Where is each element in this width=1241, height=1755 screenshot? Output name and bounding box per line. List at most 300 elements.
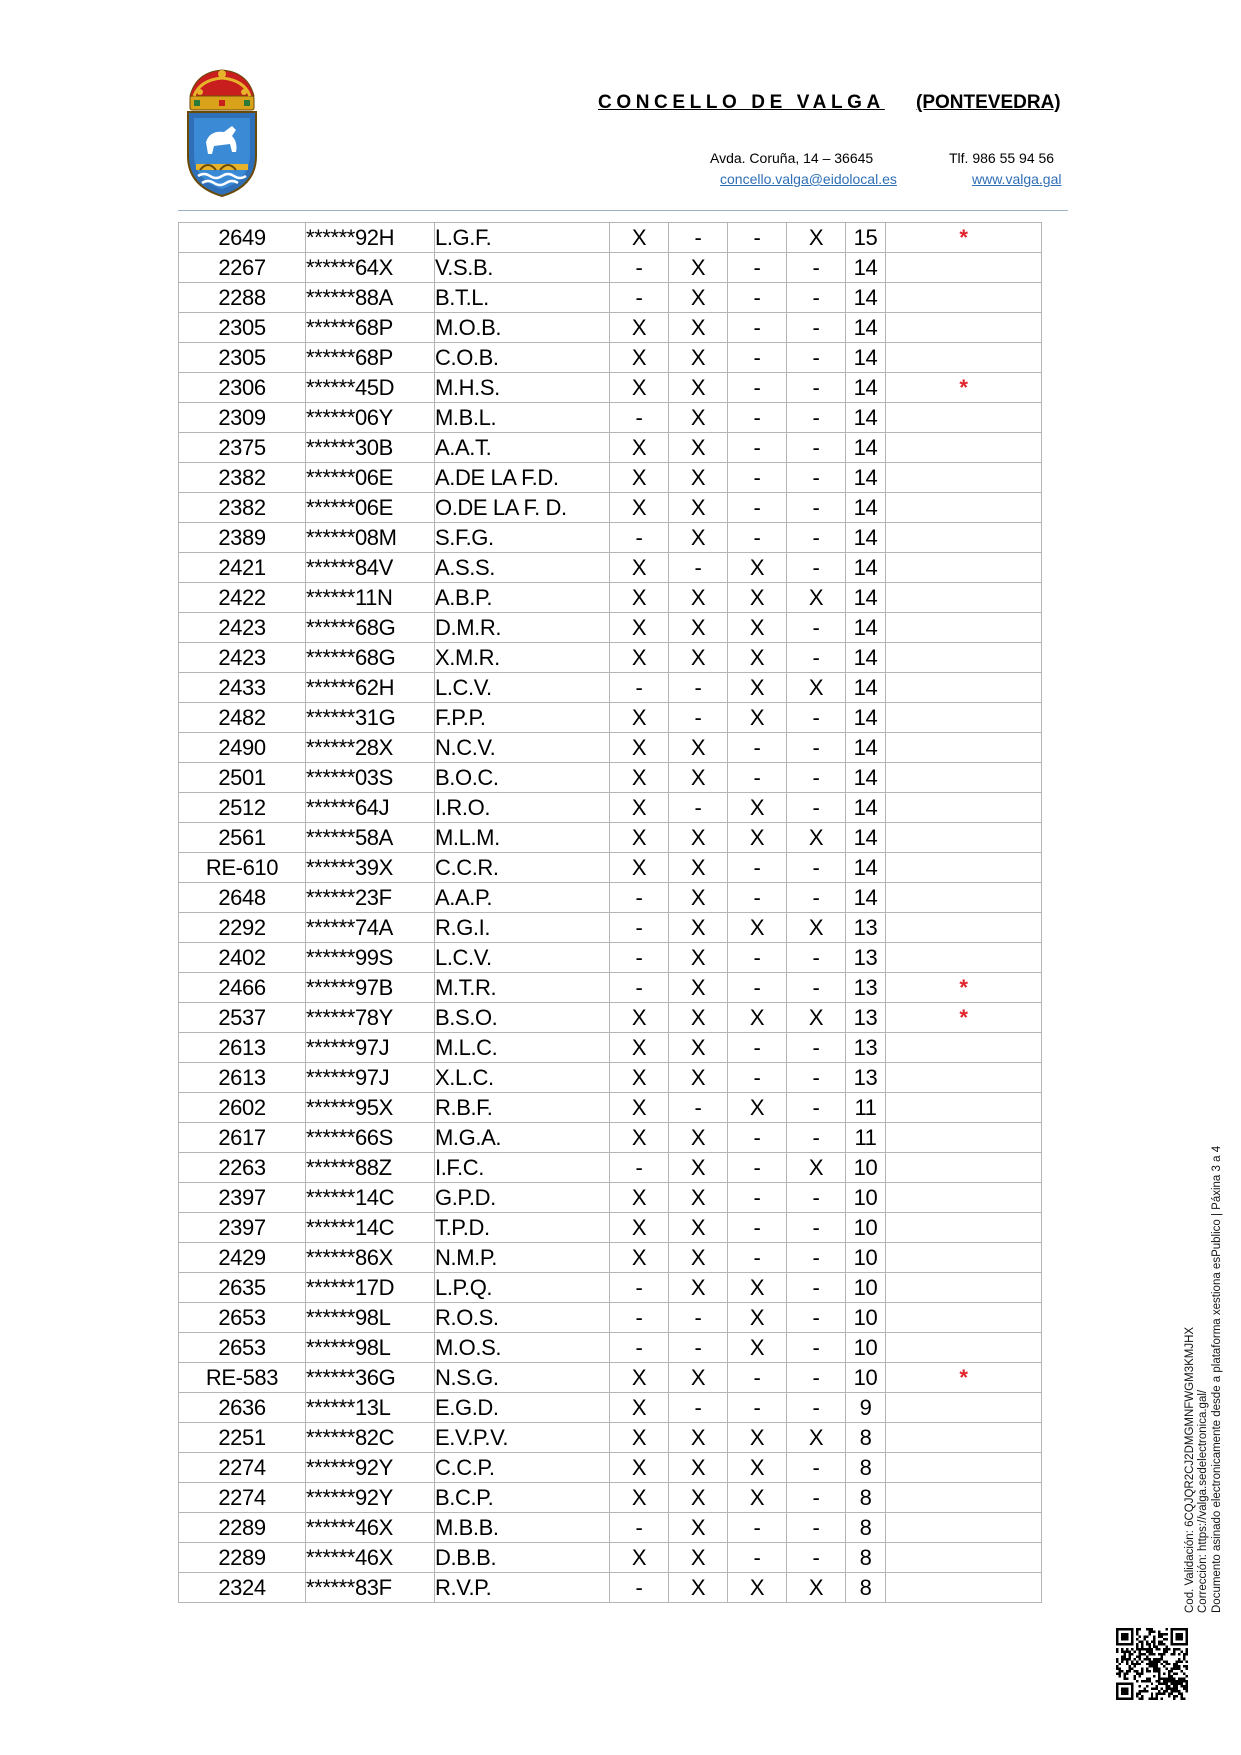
cell-id: ******98L [306,1333,435,1363]
cell-check-1: X [610,853,669,883]
cell-mark: * [886,223,1042,253]
cell-check-1: X [610,1543,669,1573]
cell-check-2: X [669,913,728,943]
cell-number: 2289 [179,1543,306,1573]
cell-check-3: - [728,313,787,343]
table-row [179,1423,1042,1453]
cell-check-3: - [728,343,787,373]
cell-initials: N.M.P. [435,1243,610,1273]
cell-score: 14 [846,703,886,733]
cell-initials: E.G.D. [435,1393,610,1423]
cell-score: 10 [846,1333,886,1363]
cell-id: ******66S [306,1123,435,1153]
cell-check-2: X [669,763,728,793]
cell-check-2: X [669,733,728,763]
cell-id: ******46X [306,1543,435,1573]
cell-id: ******97B [306,973,435,1003]
cell-number: RE-610 [179,853,306,883]
cell-check-4: - [787,553,846,583]
cell-check-3: - [728,763,787,793]
cell-mark [886,793,1042,823]
cell-score: 11 [846,1093,886,1123]
cell-check-1: - [610,673,669,703]
cell-check-3: - [728,1123,787,1153]
cell-check-2: X [669,583,728,613]
cell-mark [886,1033,1042,1063]
cell-mark [886,583,1042,613]
table-row [179,1573,1042,1603]
cell-check-4: - [787,1183,846,1213]
cell-score: 8 [846,1483,886,1513]
cell-id: ******83F [306,1573,435,1603]
cell-mark [886,523,1042,553]
cell-check-1: X [610,733,669,763]
cell-score: 13 [846,943,886,973]
cell-score: 14 [846,763,886,793]
cell-check-4: - [787,1513,846,1543]
cell-initials: X.M.R. [435,643,610,673]
cell-mark [886,1213,1042,1243]
cell-number: 2433 [179,673,306,703]
cell-check-4: - [787,1033,846,1063]
cell-number: 2648 [179,883,306,913]
cell-initials: T.P.D. [435,1213,610,1243]
cell-check-1: X [610,373,669,403]
cell-initials: B.S.O. [435,1003,610,1033]
cell-id: ******30B [306,433,435,463]
cell-check-3: X [728,1483,787,1513]
cell-check-4: - [787,793,846,823]
cell-check-3: X [728,1273,787,1303]
cell-check-1: - [610,523,669,553]
cell-score: 14 [846,403,886,433]
table-row [179,1093,1042,1123]
cell-check-4: X [787,673,846,703]
cell-check-3: - [728,433,787,463]
table-row [179,1453,1042,1483]
cell-number: 2602 [179,1093,306,1123]
cell-number: 2324 [179,1573,306,1603]
cell-mark [886,823,1042,853]
cell-number: 2305 [179,343,306,373]
cell-initials: D.B.B. [435,1543,610,1573]
cell-id: ******68P [306,343,435,373]
cell-check-2: X [669,1243,728,1273]
cell-initials: N.C.V. [435,733,610,763]
cell-score: 14 [846,343,886,373]
cell-check-3: X [728,1003,787,1033]
table-row [179,793,1042,823]
cell-score: 13 [846,973,886,1003]
cell-score: 9 [846,1393,886,1423]
cell-check-1: X [610,1123,669,1153]
cell-check-4: - [787,763,846,793]
cell-check-4: - [787,943,846,973]
cell-check-2: X [669,1123,728,1153]
cell-number: 2512 [179,793,306,823]
table-row [179,283,1042,313]
cell-id: ******31G [306,703,435,733]
table-row [179,493,1042,523]
cell-number: 2613 [179,1033,306,1063]
cell-check-2: - [669,1093,728,1123]
cell-check-3: X [728,673,787,703]
cell-check-4: X [787,1573,846,1603]
cell-mark [886,433,1042,463]
cell-id: ******06Y [306,403,435,433]
cell-check-1: X [610,433,669,463]
cell-check-4: - [787,433,846,463]
cell-initials: G.P.D. [435,1183,610,1213]
cell-check-1: X [610,1453,669,1483]
cell-id: ******88A [306,283,435,313]
cell-number: 2382 [179,463,306,493]
cell-check-3: X [728,643,787,673]
cell-mark [886,1483,1042,1513]
table-row [179,1213,1042,1243]
cell-id: ******14C [306,1183,435,1213]
cell-initials: M.G.A. [435,1123,610,1153]
cell-check-3: X [728,793,787,823]
cell-check-1: - [610,913,669,943]
cell-check-3: X [728,1423,787,1453]
cell-initials: I.F.C. [435,1153,610,1183]
cell-check-3: - [728,1183,787,1213]
cell-score: 8 [846,1573,886,1603]
cell-check-4: - [787,1063,846,1093]
cell-mark [886,943,1042,973]
cell-number: 2389 [179,523,306,553]
cell-id: ******17D [306,1273,435,1303]
table-row [179,373,1042,403]
cell-number: 2423 [179,643,306,673]
table-row [179,853,1042,883]
cell-initials: A.A.T. [435,433,610,463]
cell-score: 14 [846,823,886,853]
cell-check-3: - [728,1543,787,1573]
cell-score: 14 [846,793,886,823]
cell-initials: A.A.P. [435,883,610,913]
cell-id: ******68G [306,643,435,673]
cell-initials: M.L.C. [435,1033,610,1063]
cell-id: ******98L [306,1303,435,1333]
cell-id: ******64X [306,253,435,283]
cell-check-4: - [787,1303,846,1333]
cell-check-2: - [669,673,728,703]
table-row [179,1183,1042,1213]
cell-initials: O.DE LA F. D. [435,493,610,523]
cell-check-1: - [610,1153,669,1183]
website-link[interactable]: www.valga.gal [972,171,1062,187]
cell-check-3: - [728,373,787,403]
cell-score: 13 [846,913,886,943]
cell-id: ******08M [306,523,435,553]
table-row [179,1063,1042,1093]
cell-number: 2397 [179,1183,306,1213]
cell-initials: M.B.B. [435,1513,610,1543]
cell-id: ******74A [306,913,435,943]
cell-score: 10 [846,1213,886,1243]
cell-score: 14 [846,613,886,643]
cell-id: ******11N [306,583,435,613]
cell-check-2: X [669,493,728,523]
cell-score: 10 [846,1183,886,1213]
cell-check-1: - [610,1303,669,1333]
table-row [179,823,1042,853]
cell-check-4: - [787,1483,846,1513]
cell-number: 2466 [179,973,306,1003]
cell-id: ******45D [306,373,435,403]
cell-check-2: X [669,1063,728,1093]
cell-number: 2305 [179,313,306,343]
cell-mark [886,1423,1042,1453]
cell-check-3: X [728,1303,787,1333]
cell-initials: B.T.L. [435,283,610,313]
table-row [179,313,1042,343]
cell-check-3: X [728,613,787,643]
cell-check-4: - [787,1393,846,1423]
cell-check-4: - [787,1543,846,1573]
cell-id: ******36G [306,1363,435,1393]
table-row [179,1483,1042,1513]
cell-check-2: X [669,283,728,313]
cell-number: 2501 [179,763,306,793]
cell-score: 13 [846,1003,886,1033]
cell-check-2: X [669,1183,728,1213]
cell-check-2: X [669,1153,728,1183]
cell-id: ******03S [306,763,435,793]
cell-check-3: X [728,1573,787,1603]
cell-id: ******82C [306,1423,435,1453]
address: Avda. Coruña, 14 – 36645 [710,150,874,166]
cell-id: ******62H [306,673,435,703]
cell-initials: M.H.S. [435,373,610,403]
cell-number: 2251 [179,1423,306,1453]
table-row [179,433,1042,463]
cell-check-1: X [610,343,669,373]
cell-score: 10 [846,1303,886,1333]
cell-id: ******97J [306,1033,435,1063]
cell-score: 11 [846,1123,886,1153]
cell-check-3: X [728,823,787,853]
cell-check-4: - [787,1213,846,1243]
cell-id: ******06E [306,493,435,523]
cell-number: 2422 [179,583,306,613]
cell-check-3: - [728,853,787,883]
cell-check-2: X [669,1543,728,1573]
cell-number: 2653 [179,1333,306,1363]
cell-score: 10 [846,1243,886,1273]
cell-id: ******99S [306,943,435,973]
cell-check-1: X [610,1393,669,1423]
cell-check-1: X [610,793,669,823]
cell-mark [886,343,1042,373]
cell-initials: M.B.L. [435,403,610,433]
cell-check-4: - [787,1123,846,1153]
cell-mark [886,883,1042,913]
cell-check-3: X [728,1453,787,1483]
cell-check-2: X [669,883,728,913]
cell-initials: R.V.P. [435,1573,610,1603]
cell-check-1: - [610,883,669,913]
cell-check-4: X [787,1003,846,1033]
email-link[interactable]: concello.valga@eidolocal.es [720,171,897,187]
cell-check-1: X [610,1363,669,1393]
cell-initials: D.M.R. [435,613,610,643]
cell-check-2: X [669,973,728,1003]
cell-mark [886,313,1042,343]
cell-check-1: X [610,823,669,853]
cell-check-2: X [669,1423,728,1453]
cell-check-3: - [728,1393,787,1423]
cell-check-1: X [610,763,669,793]
table-row [179,583,1042,613]
cell-check-2: X [669,1033,728,1063]
cell-check-2: X [669,1513,728,1543]
cell-check-4: - [787,1243,846,1273]
cell-number: 2653 [179,1303,306,1333]
cell-score: 8 [846,1453,886,1483]
cell-id: ******88Z [306,1153,435,1183]
cell-check-2: - [669,1303,728,1333]
cell-initials: A.DE LA F.D. [435,463,610,493]
electronic-signature-note [1184,1073,1240,1613]
cell-number: 2490 [179,733,306,763]
cell-score: 14 [846,493,886,523]
cell-score: 8 [846,1513,886,1543]
cell-check-3: - [728,1513,787,1543]
cell-check-1: - [610,403,669,433]
results-table [178,222,1042,1603]
cell-score: 14 [846,313,886,343]
cell-check-1: - [610,1573,669,1603]
table-row [179,703,1042,733]
verification-url: Corrección: https://valga.sedelectronica.gal/ [1197,1389,1210,1613]
cell-check-2: X [669,613,728,643]
cell-check-1: X [610,223,669,253]
cell-score: 14 [846,463,886,493]
cell-initials: I.R.O. [435,793,610,823]
header-divider [178,210,1068,211]
cell-check-4: X [787,223,846,253]
cell-check-2: - [669,1333,728,1363]
cell-id: ******78Y [306,1003,435,1033]
cell-score: 14 [846,673,886,703]
cell-check-2: - [669,793,728,823]
cell-check-2: X [669,823,728,853]
cell-mark: * [886,373,1042,403]
cell-initials: A.B.P. [435,583,610,613]
cell-initials: C.C.R. [435,853,610,883]
table-row [179,253,1042,283]
cell-number: 2421 [179,553,306,583]
cell-score: 13 [846,1063,886,1093]
table-row [179,613,1042,643]
cell-check-1: X [610,613,669,643]
cell-mark [886,1243,1042,1273]
cell-initials: B.O.C. [435,763,610,793]
cell-mark [886,1393,1042,1423]
cell-check-3: - [728,1363,787,1393]
cell-number: 2429 [179,1243,306,1273]
cell-check-1: X [610,1033,669,1063]
cell-initials: E.V.P.V. [435,1423,610,1453]
table-row [179,673,1042,703]
cell-id: ******13L [306,1393,435,1423]
table-row [179,343,1042,373]
cell-check-1: X [610,313,669,343]
cell-check-3: X [728,583,787,613]
cell-check-2: X [669,523,728,553]
cell-mark [886,553,1042,583]
cell-check-4: - [787,463,846,493]
cell-score: 8 [846,1423,886,1453]
cell-check-4: - [787,613,846,643]
cell-number: RE-583 [179,1363,306,1393]
cell-check-3: - [728,1033,787,1063]
cell-score: 14 [846,433,886,463]
cell-mark [886,853,1042,883]
table-row [179,733,1042,763]
table-row [179,1543,1042,1573]
cell-mark [886,1453,1042,1483]
cell-id: ******06E [306,463,435,493]
table-row [179,1243,1042,1273]
cell-check-4: - [787,1273,846,1303]
cell-score: 14 [846,283,886,313]
cell-check-2: X [669,1453,728,1483]
cell-check-3: X [728,913,787,943]
table-row [179,1393,1042,1423]
cell-check-2: - [669,553,728,583]
cell-check-3: - [728,253,787,283]
cell-check-4: - [787,1093,846,1123]
cell-check-4: - [787,1363,846,1393]
cell-mark [886,733,1042,763]
table-row [179,1513,1042,1543]
cell-score: 8 [846,1543,886,1573]
cell-id: ******14C [306,1213,435,1243]
table-row [179,643,1042,673]
cell-id: ******64J [306,793,435,823]
cell-id: ******46X [306,1513,435,1543]
cell-check-2: X [669,1573,728,1603]
cell-id: ******84V [306,553,435,583]
cell-check-4: - [787,883,846,913]
table-row [179,1303,1042,1333]
table-row [179,1333,1042,1363]
cell-check-1: X [610,1483,669,1513]
cell-id: ******23F [306,883,435,913]
cell-check-4: - [787,703,846,733]
validation-code: Cod. Validación: 6CQJQR2CJ2DMGMNFWGM3KMJHX [1184,1326,1196,1613]
cell-id: ******92Y [306,1453,435,1483]
cell-mark [886,913,1042,943]
cell-number: 2649 [179,223,306,253]
cell-initials: B.C.P. [435,1483,610,1513]
cell-score: 14 [846,883,886,913]
cell-check-3: - [728,223,787,253]
cell-mark [886,253,1042,283]
cell-check-4: - [787,493,846,523]
cell-number: 2289 [179,1513,306,1543]
cell-check-1: X [610,1063,669,1093]
cell-mark [886,1333,1042,1363]
cell-number: 2375 [179,433,306,463]
cell-number: 2292 [179,913,306,943]
cell-score: 14 [846,853,886,883]
province-name: (PONTEVEDRA) [916,92,1061,113]
